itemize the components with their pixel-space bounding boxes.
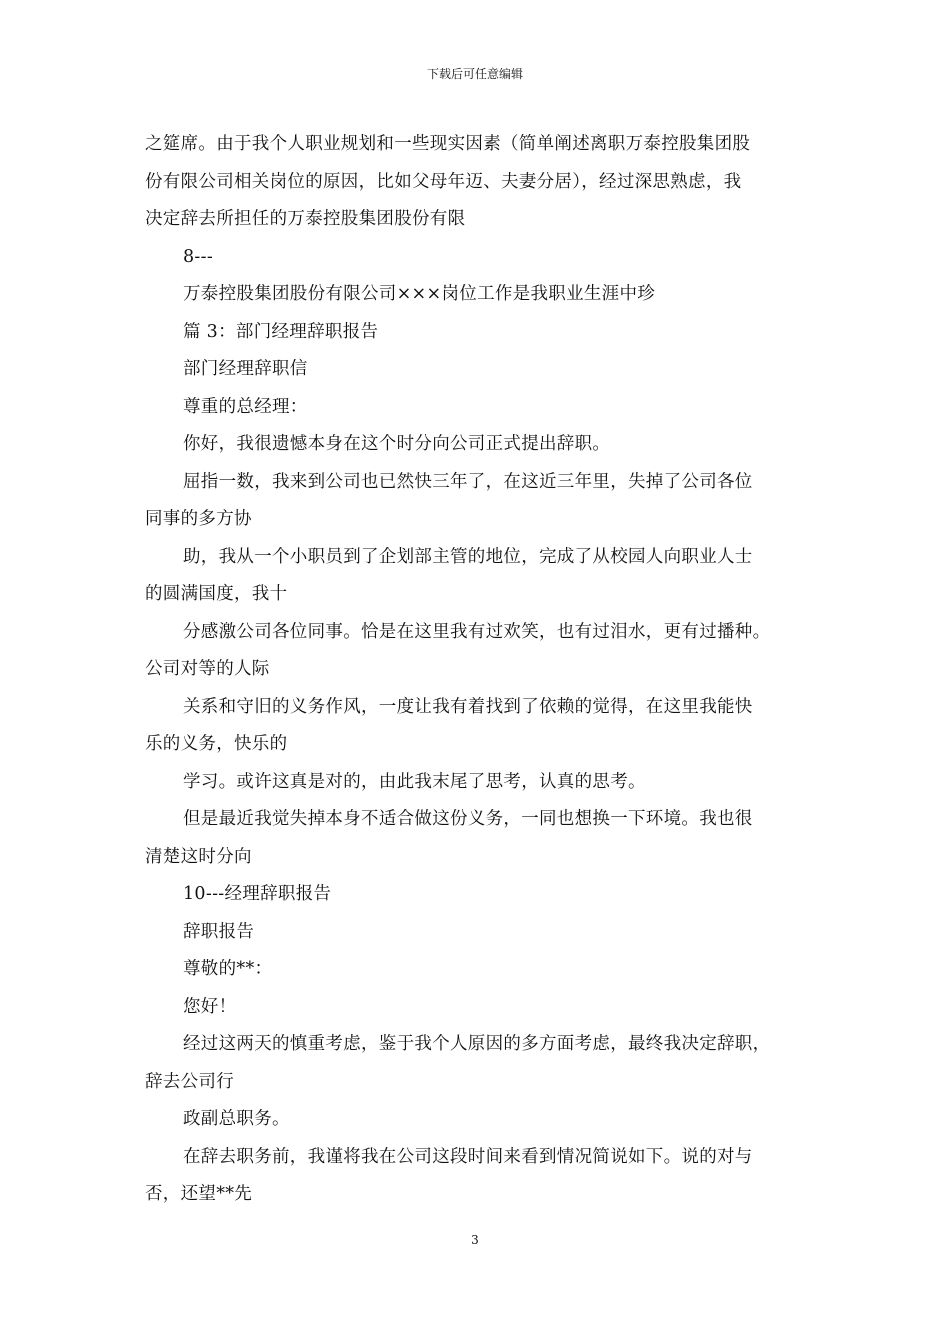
text-line: 助，我从一个小职员到了企划部主管的地位，完成了从校园人向职业人士 — [183, 546, 753, 567]
text-line: 分感激公司各位同事。恰是在这里我有过欢笑，也有过泪水，更有过播种。 — [183, 621, 771, 642]
text-line: 屈指一数，我来到公司也已然快三年了，在这近三年里，失掉了公司各位 — [183, 471, 753, 492]
page-number: 3 — [471, 1233, 479, 1247]
text-line: 份有限公司相关岗位的原因，比如父母年迈、夫妻分居），经过深思熟虑，我 — [145, 171, 742, 192]
text-line: 8--- — [183, 246, 214, 267]
text-line: 决定辞去所担任的万泰控股集团股份有限 — [145, 209, 466, 229]
text-line: 政副总职务。 — [183, 1109, 290, 1129]
text-line: 你好，我很遗憾本身在这个时分向公司正式提出辞职。 — [183, 434, 611, 454]
text-line: 同事的多方协 — [145, 509, 252, 529]
page-header: 下载后可任意编辑 — [426, 67, 523, 81]
text-line: 10---经理辞职报告 — [183, 884, 332, 904]
text-line: 的圆满国度，我十 — [145, 584, 288, 604]
text-line: 否，还望**先 — [145, 1184, 253, 1204]
text-line: 乐的义务，快乐的 — [145, 734, 288, 754]
text-line: 经过这两天的慎重考虑，鉴于我个人原因的多方面考虑，最终我决定辞职， — [183, 1034, 771, 1054]
text-line: 辞职报告 — [183, 921, 255, 942]
text-line: 公司对等的人际 — [145, 659, 270, 679]
text-line: 尊敬的**： — [183, 959, 273, 979]
text-line: 但是最近我觉失掉本身不适合做这份义务，一同也想换一下环境。我也很 — [183, 809, 753, 829]
text-line: 万泰控股集团股份有限公司×××岗位工作是我职业生涯中珍 — [183, 284, 656, 304]
text-line: 关系和守旧的义务作风，一度让我有着找到了依赖的觉得，在这里我能快 — [183, 696, 753, 717]
text-line: 在辞去职务前，我谨将我在公司这段时间来看到情况简说如下。说的对与 — [183, 1146, 753, 1167]
text-line: 清楚这时分向 — [145, 846, 252, 867]
text-line: 之筵席。由于我个人职业规划和一些现实因素（简单阐述离职万泰控股集团股 — [145, 134, 751, 154]
text-line: 篇 3：部门经理辞职报告 — [183, 321, 379, 342]
text-line: 尊重的总经理： — [183, 396, 308, 417]
text-line: 您好！ — [183, 996, 237, 1017]
text-line: 部门经理辞职信 — [183, 359, 308, 379]
text-line: 辞去公司行 — [145, 1071, 234, 1092]
text-line: 学习。或许这真是对的，由此我末尾了思考，认真的思考。 — [183, 771, 646, 792]
document-body — [145, 126, 810, 1214]
